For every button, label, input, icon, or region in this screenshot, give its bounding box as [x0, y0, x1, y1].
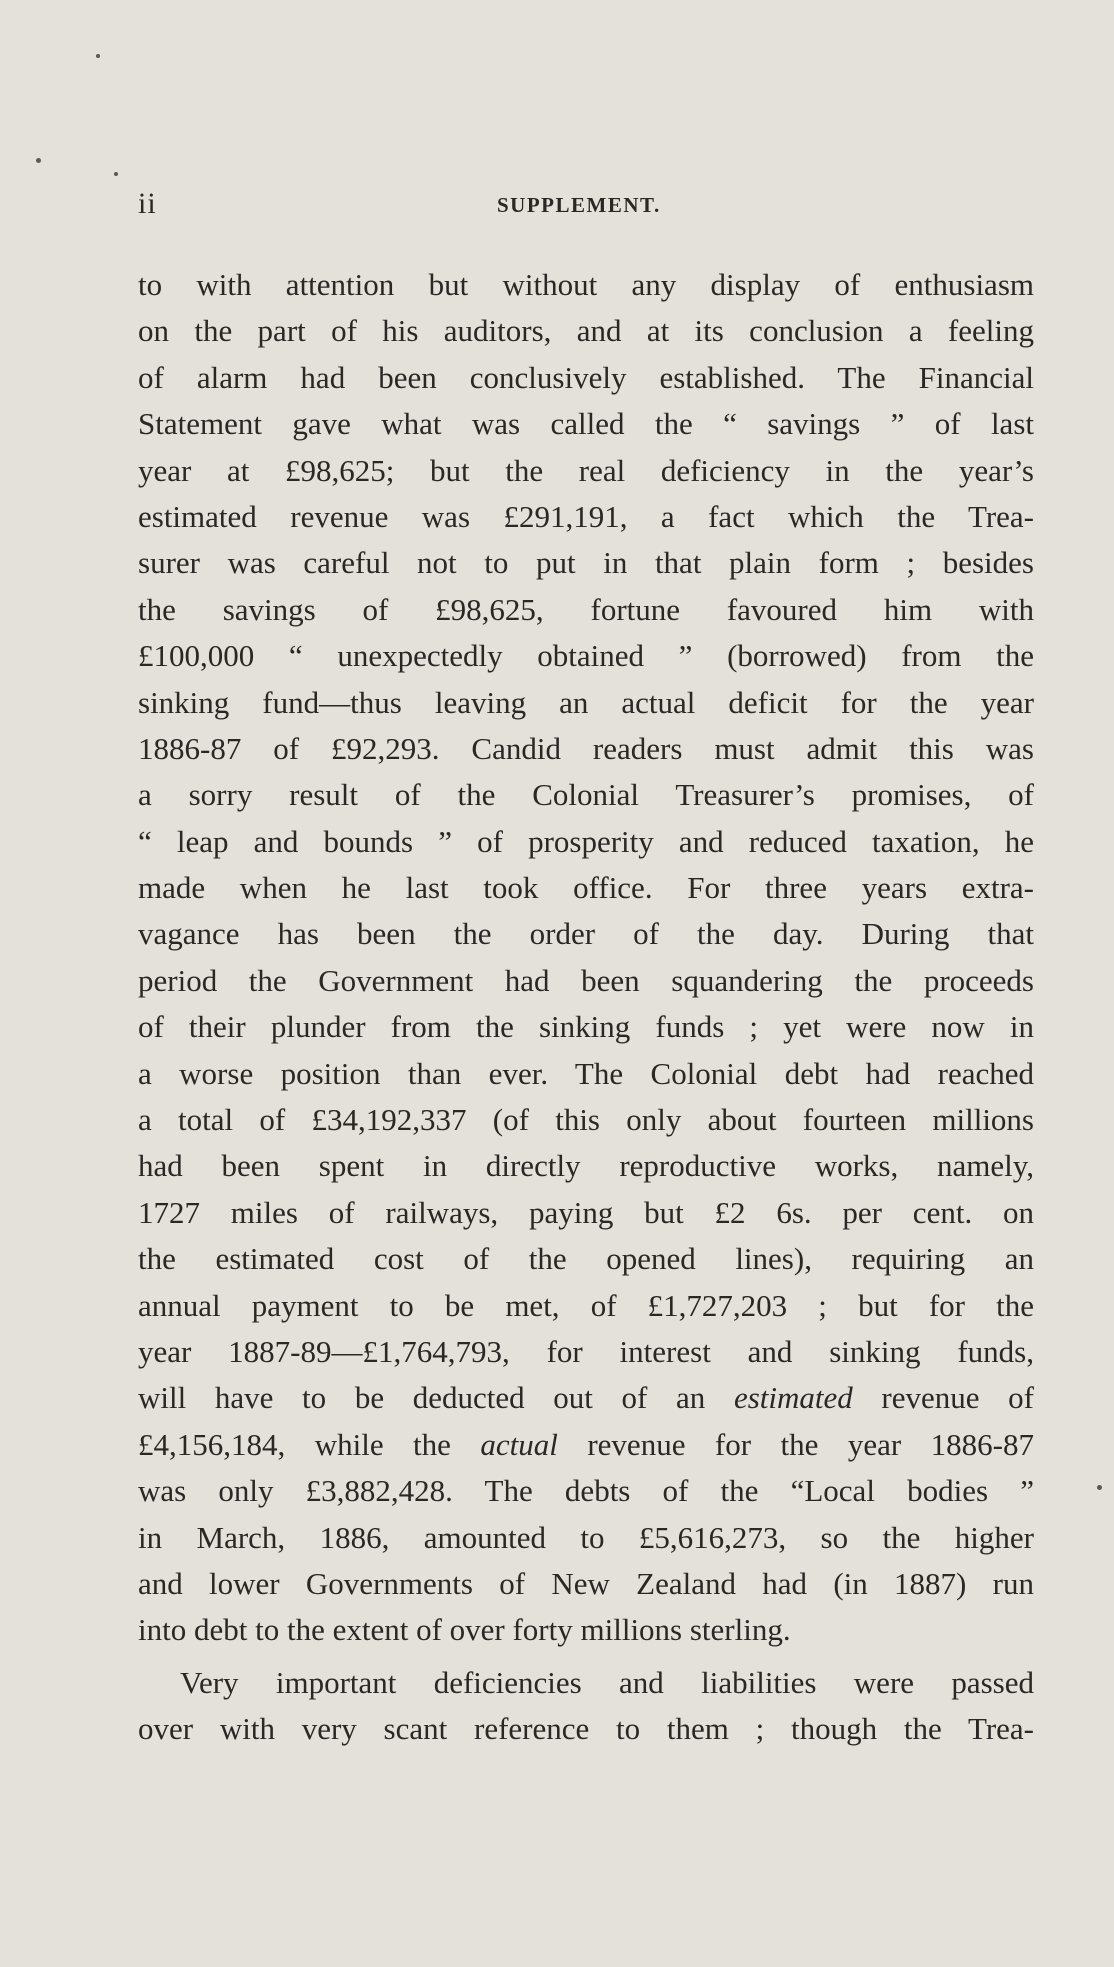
text-segment: of their plunder from the sinking funds ; yet were now in — [138, 1009, 1034, 1045]
italic-text: actual — [480, 1426, 558, 1462]
text-line — [138, 1190, 1034, 1236]
text-segment: made when he last took office. For three years extra- — [138, 870, 1034, 906]
text-line — [138, 772, 1034, 818]
text-line — [138, 587, 1034, 633]
text-segment: into debt to the extent of over forty millions sterling. — [138, 1612, 791, 1648]
text-line — [138, 1468, 1034, 1514]
text-segment: year 1887-89—£1,764,793, for interest and sinking funds, — [138, 1333, 1034, 1369]
text-segment: £4,156,184, while the — [138, 1426, 481, 1462]
text-line — [138, 865, 1034, 911]
text-segment: a total of £34,192,337 (of this only about fourteen millions — [138, 1102, 1034, 1138]
text-segment: surer was careful not to put in that plain form ; besides — [138, 545, 1034, 581]
text-line — [138, 633, 1034, 679]
print-speck — [96, 54, 100, 58]
text-segment: estimated revenue was £291,191, a fact which the Trea- — [138, 498, 1034, 534]
text-line — [138, 1561, 1034, 1607]
text-segment: year at £98,625; but the real deficiency in the year’s — [138, 452, 1034, 488]
text-segment: 1886-87 of £92,293. Candid readers must admit this was — [138, 730, 1034, 766]
print-speck — [114, 172, 118, 176]
text-line — [138, 401, 1034, 447]
text-segment: a sorry result of the Colonial Treasurer’s promises, of — [138, 777, 1034, 813]
text-segment: sinking fund—thus leaving an actual deficit for the year — [138, 684, 1034, 720]
text-segment: revenue for the year 1886-87 — [557, 1426, 1034, 1462]
text-line — [138, 819, 1034, 865]
text-line — [138, 1607, 1034, 1653]
text-segment: £100,000 “ unexpectedly obtained ” (borrowed) from the — [138, 638, 1034, 674]
text-line — [138, 958, 1034, 1004]
text-line — [138, 1375, 1034, 1421]
text-segment: period the Government had been squandering the proceeds — [138, 962, 1034, 998]
text-segment: had been spent in directly reproductive works, namely, — [138, 1148, 1034, 1184]
text-line — [138, 1143, 1034, 1189]
text-line — [138, 1051, 1034, 1097]
text-line — [138, 1097, 1034, 1143]
text-line — [138, 1236, 1034, 1282]
text-line — [138, 1660, 1034, 1706]
text-line — [138, 1004, 1034, 1050]
text-segment: the savings of £98,625, fortune favoured him with — [138, 591, 1034, 627]
body-text — [138, 262, 1034, 1753]
text-line — [138, 1706, 1034, 1752]
text-segment: a worse position than ever. The Colonial debt had reached — [138, 1055, 1034, 1091]
text-line — [138, 262, 1034, 308]
italic-text: estimated — [733, 1380, 853, 1416]
text-line — [138, 540, 1034, 586]
text-segment: of alarm had been conclusively established. The Financial — [138, 359, 1034, 395]
text-line — [138, 1283, 1034, 1329]
text-segment: in March, 1886, amounted to £5,616,273, so the higher — [138, 1519, 1034, 1555]
text-line — [138, 355, 1034, 401]
text-segment: Statement gave what was called the “ savings ” of last — [138, 406, 1034, 442]
text-line — [138, 911, 1034, 957]
text-line — [138, 680, 1034, 726]
text-segment: on the part of his auditors, and at its conclusion a feeling — [138, 313, 1034, 349]
text-line — [138, 448, 1034, 494]
text-line — [138, 726, 1034, 772]
text-segment: was only £3,882,428. The debts of the “Local bodies ” — [138, 1473, 1034, 1509]
text-segment: 1727 miles of railways, paying but £2 6s. per cent. on — [138, 1194, 1034, 1230]
text-segment: the estimated cost of the opened lines), requiring an — [138, 1241, 1034, 1277]
running-head: SUPPLEMENT. — [497, 193, 661, 217]
print-speck — [36, 158, 41, 163]
text-segment: over with very scant reference to them ; though the Trea- — [138, 1711, 1034, 1747]
text-segment: revenue of — [852, 1380, 1034, 1416]
text-line — [138, 308, 1034, 354]
text-line — [138, 494, 1034, 540]
text-segment: and lower Governments of New Zealand had (in 1887) run — [138, 1565, 1034, 1601]
text-line — [138, 1422, 1034, 1468]
text-segment: to with attention but without any display of enthusiasm — [138, 267, 1034, 302]
print-speck — [1097, 1485, 1102, 1490]
text-line — [138, 1329, 1034, 1375]
text-line — [138, 1515, 1034, 1561]
page-number: ii — [138, 187, 157, 220]
text-segment: will have to be deducted out of an — [138, 1380, 734, 1416]
text-segment: Very important deficiencies and liabilities were passed — [180, 1664, 1034, 1700]
text-segment: vagance has been the order of the day. During that — [138, 916, 1034, 952]
text-segment: “ leap and bounds ” of prosperity and reduced taxation, he — [138, 823, 1034, 859]
text-segment: annual payment to be met, of £1,727,203 ; but for the — [138, 1287, 1034, 1323]
